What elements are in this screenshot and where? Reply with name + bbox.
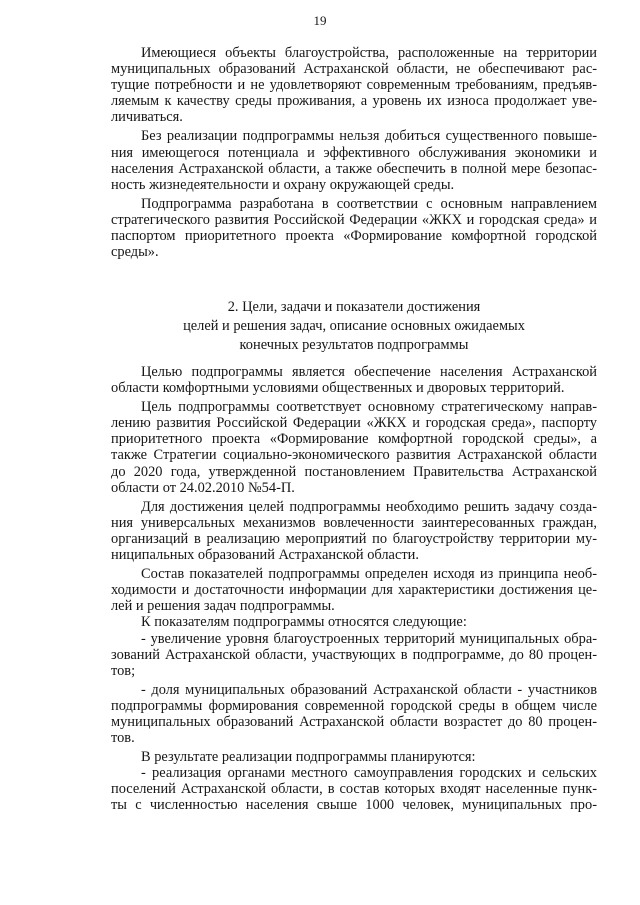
paragraph: Для достижения целей подпрограммы необходимо решить задачу созда- ния универсальных механизмов вовлеченности заинтересованных граждан, организаций в реализацию мероприятий по благоустройству территории му- ниципальных образований Астраханской области. xyxy=(111,498,597,564)
body-text-bottom xyxy=(111,364,597,814)
list-item: - реализация органами местного самоуправления городских и сельских поселений Астраханской области, в состав которых входят населенные пунк- ты с численностью населения свыше 1000 человек, муниципальных про- xyxy=(111,765,597,814)
paragraph: В результате реализации подпрограммы планируются: xyxy=(141,749,476,766)
section-heading xyxy=(111,298,597,355)
paragraph: К показателям подпрограммы относятся следующие: xyxy=(141,614,467,631)
heading-line: 2. Цели, задачи и показатели достижения xyxy=(227,299,481,315)
list-item: - доля муниципальных образований Астраханской области - участников подпрограммы формирования современной городской среды в общем числе муниципальных образований Астраханской области возрастет до 80 процен- тов. xyxy=(111,681,597,747)
list-item: - увеличение уровня благоустроенных территорий муниципальных обра- зований Астраханской области, участвующих в подпрограмме, до 80 процен- тов; xyxy=(111,630,597,679)
paragraph: Состав показателей подпрограммы определен исходя из принципа необ- ходимости и достаточности информации для характеристики достижения це- лей и решения задач подпрограммы. xyxy=(111,566,597,615)
body-text-top xyxy=(111,45,597,260)
paragraph: Имеющиеся объекты благоустройства, расположенные на территории муниципальных образований Астраханской области, не обеспечивают рас- тущие потребности и не удовлетворяют современным требованиям, предъяв- ляемым к качеству среды проживания, а уровень их износа продолжает уве- личиваться. xyxy=(111,45,597,126)
paragraph: Цель подпрограммы соответствует основному стратегическому направ- лению развития Российской Федерации «ЖКХ и городская среда», паспорту приоритетного проекта «Формирование комфортной городской среды», а также Стратегии социально-экономического развития Астраханской области до 2020 года, утвержденной постановлением Правительства Астраханской области от 24.02.2010 №54-П. xyxy=(111,399,597,496)
heading-line: конечных результатов подпрограммы xyxy=(239,337,469,353)
paragraph: Целью подпрограммы является обеспечение населения Астраханской области комфортными условиями общественных и дворовых территорий. xyxy=(111,364,597,397)
paragraph: Подпрограмма разработана в соответствии с основным направлением стратегического развития Российской Федерации «ЖКХ и городская среда» и паспортом приоритетного проекта «Формирование комфортной городской среды». xyxy=(111,195,597,261)
heading-line: целей и решения задач, описание основных ожидаемых xyxy=(183,318,525,334)
page-number: 19 xyxy=(313,13,327,28)
paragraph: Без реализации подпрограммы нельзя добиться существенного повыше- ния имеющегося потенциала и эффективного обслуживания экономики и населения Астраханской области, а также обеспечить в полной мере безопас- ность жизнедеятельности и охрану окружающей среды. xyxy=(111,128,597,193)
